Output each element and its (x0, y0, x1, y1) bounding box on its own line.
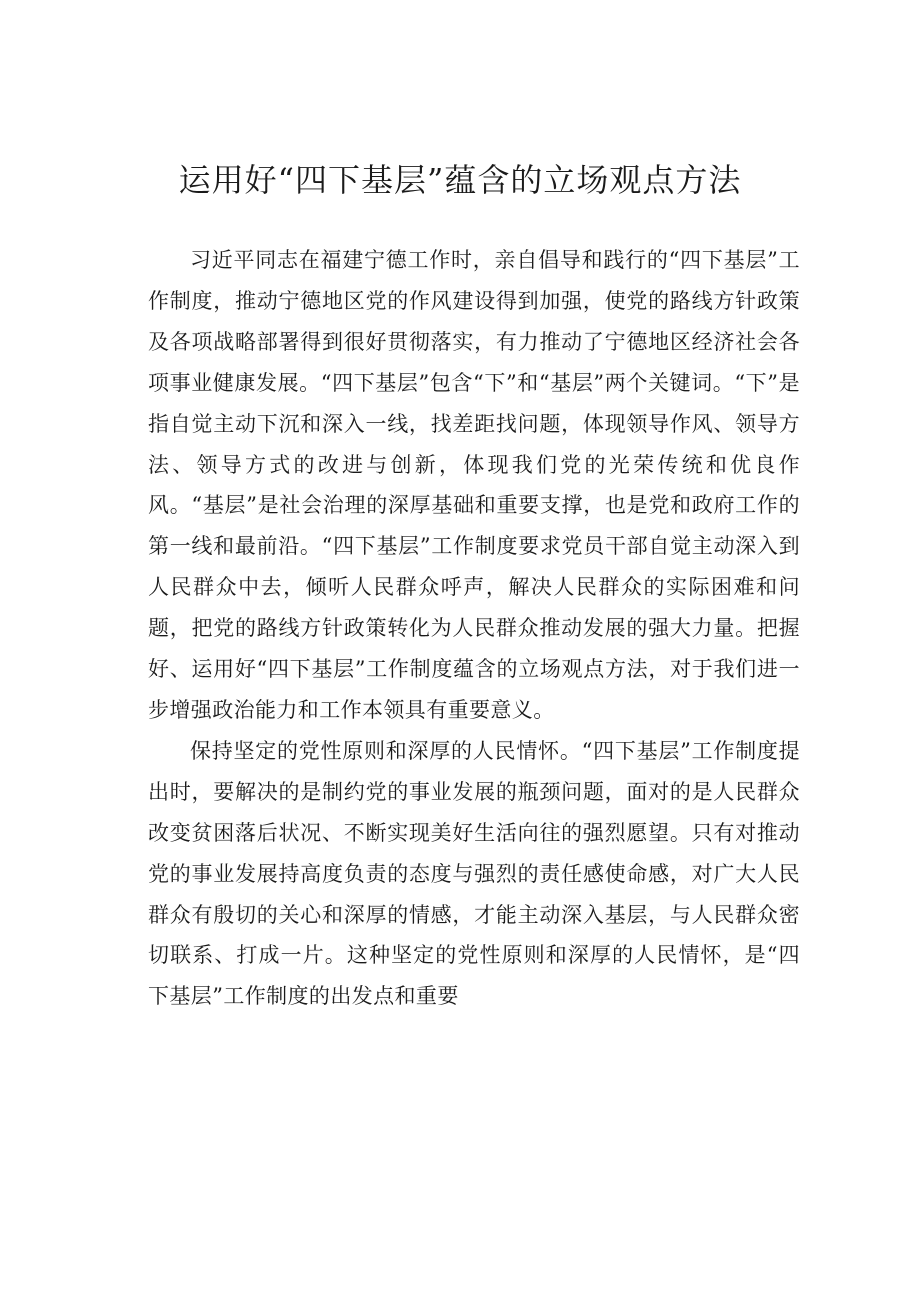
document-title: 运用好“四下基层”蕴含的立场观点方法 (178, 161, 742, 199)
paragraph-intro: 习近平同志在福建宁德工作时，亲自倡导和践行的“四下基层”工作制度，推动宁德地区党的作风建设得到加强，使党的路线方针政策及各项战略部署得到很好贯彻落实，有力推动了宁德地区经济社会各项事业健康发展。“四下基层”包含“下”和“基层”两个关键词。“下”是指自觉主动下沉和深入一线，找差距找问题，体现领导作风、领导方法、领导方式的改进与创新，体现我们党的光荣传统和优良作风。“基层”是社会治理的深厚基础和重要支撑，也是党和政府工作的第一线和最前沿。“四下基层”工作制度要求党员干部自觉主动深入到人民群众中去，倾听人民群众呼声，解决人民群众的实际困难和问题，把党的路线方针政策转化为人民群众推动发展的强大力量。把握好、运用好“四下基层”工作制度蕴含的立场观点方法，对于我们进一步增强政治能力和工作本领具有重要意义。 (148, 248, 800, 722)
paragraph-party-principle: 保持坚定的党性原则和深厚的人民情怀。“四下基层”工作制度提出时，要解决的是制约党的事业发展的瓶颈问题，面对的是人民群众改变贫困落后状况、不断实现美好生活向往的强烈愿望。只有对推动党的事业发展持高度负责的态度与强烈的责任感使命感，对广大人民群众有殷切的关心和深厚的情感，才能主动深入基层，与人民群众密切联系、打成一片。这种坚定的党性原则和深厚的人民情怀，是“四下基层”工作制度的出发点和重要 (148, 738, 800, 1009)
document-body (148, 240, 800, 1017)
